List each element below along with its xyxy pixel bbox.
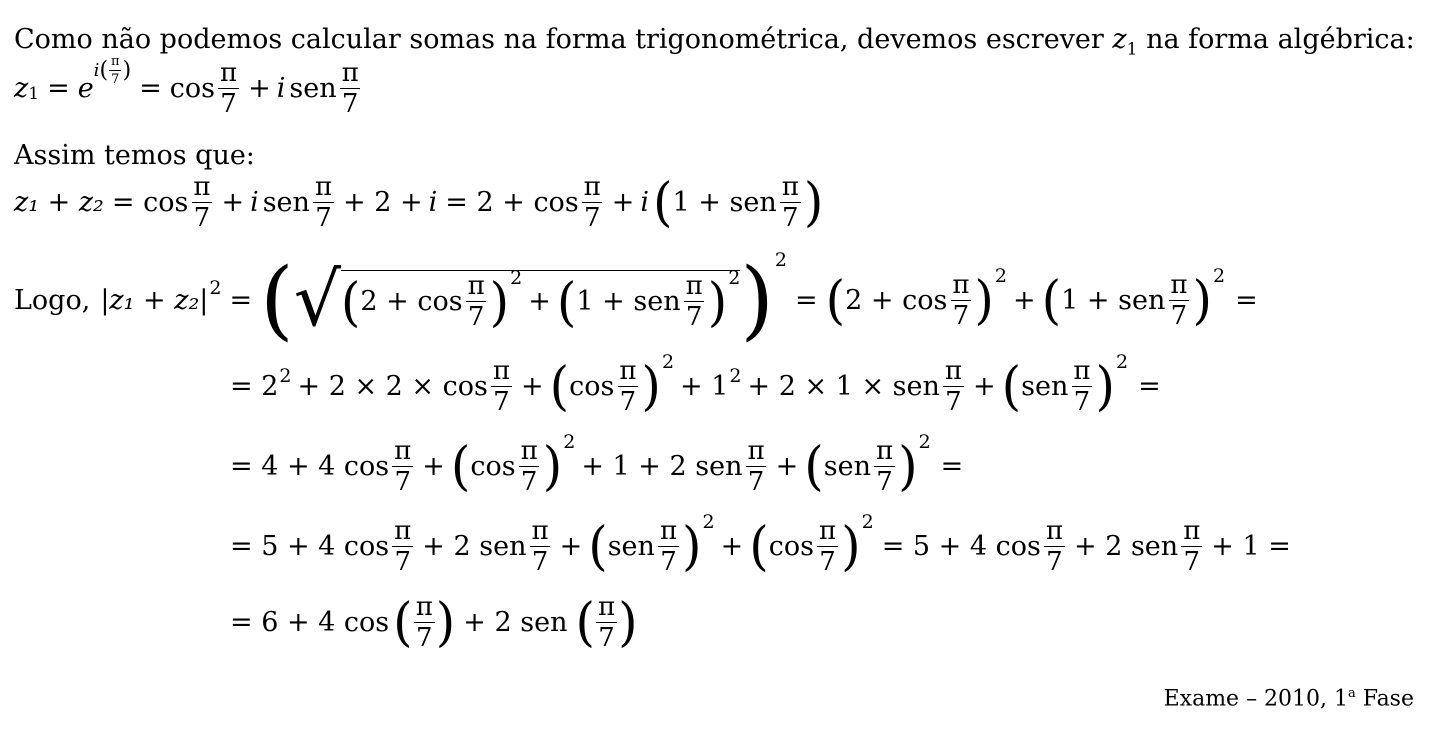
eq4-frac-4-num: π xyxy=(1073,355,1091,386)
eq1-cos: cos xyxy=(169,72,216,104)
eq5-frac-4 xyxy=(874,435,895,497)
eq6-p3: + xyxy=(559,530,583,562)
footer-text: Exame – 2010, 1 xyxy=(1163,686,1349,712)
eq4-sq-a: 2 xyxy=(279,365,292,387)
eq3-sq-2: 2 xyxy=(728,266,741,289)
eq3-frac-2-num: π xyxy=(685,271,703,301)
eq3-in2b: + xyxy=(1013,284,1036,316)
eq1-exp-frac-num: π xyxy=(111,53,120,69)
eq3-frac-4-num: π xyxy=(1170,269,1188,300)
eq1-lhs-sub: 1 xyxy=(28,84,40,104)
eq6-frac-1-num: π xyxy=(394,515,412,546)
eq6-p5: = 5 + 4 cos xyxy=(881,530,1041,562)
eq3-eq: = xyxy=(229,284,253,316)
eq3-frac-3 xyxy=(950,269,971,331)
eq6-frac-2 xyxy=(529,515,550,577)
eq1-frac-2 xyxy=(340,57,361,119)
eq4-frac-3-num: π xyxy=(944,355,962,386)
eq7-frac-1-num: π xyxy=(415,591,433,622)
eq3-in1: 2 + cos xyxy=(360,286,463,317)
eq6-p1: = 5 + 4 cos xyxy=(230,530,390,562)
eq5-p3: + 1 + 2 sen xyxy=(581,450,743,482)
eq4-sq-c: 2 xyxy=(729,365,742,387)
eq5-p2: + xyxy=(422,450,445,482)
eq4-p3: + xyxy=(520,370,544,402)
eq2-lhs: z₁ + z₂ xyxy=(14,186,104,218)
assim-line xyxy=(14,140,255,172)
eq5-frac-4-den: 7 xyxy=(876,466,893,497)
eq3-frac-3-den: 7 xyxy=(952,300,970,331)
eq1-i: i xyxy=(276,72,286,104)
assim-text: Assim temos que: xyxy=(14,140,255,171)
eq6-p2: + 2 sen xyxy=(422,530,527,562)
eq5-sq-a: 2 xyxy=(563,431,576,453)
eq5-frac-1-num: π xyxy=(394,435,412,466)
eq2-frac-4-num: π xyxy=(781,171,799,202)
eq6-frac-6 xyxy=(1181,515,1202,577)
footer-ord: a xyxy=(1348,686,1356,701)
eq3-outer-pow: 2 xyxy=(774,249,787,271)
eq3-abs-pow: 2 xyxy=(209,277,222,299)
eq4-frac-1-num: π xyxy=(492,355,510,386)
eq3-eq-2: = xyxy=(794,284,818,316)
equation-modulus: Logo, |z₁ + z₂| 2 = ( √ ( 2 + cos $\frac{\pi}{7}$ ) 2 + ( 1 + sen $\frac{\pi}{7}$ ) 2 ) 2 = ( 2 + cos $\frac{\pi}{7}$ ) 2 + ( 1 + sen $\frac{\pi}{7}$ ) 2 = xyxy=(14,249,1258,350)
eq4-p1: = 2 xyxy=(230,370,279,402)
eq6-frac-6-num: π xyxy=(1183,515,1201,546)
intro-text: Como não podemos calcular somas na forma trigonométrica, devemos escrever xyxy=(14,24,1104,55)
intro-sub: 1 xyxy=(1126,39,1138,60)
eq4-frac-3-den: 7 xyxy=(945,386,962,417)
eq2-frac-3-num: π xyxy=(583,171,601,202)
eq1-equals-2: = xyxy=(139,72,162,104)
eq3-frac-1-num: π xyxy=(467,271,485,301)
eq5-frac-3 xyxy=(746,435,767,497)
eq4-frac-2-den: 7 xyxy=(619,386,637,417)
eq1-exp-frac xyxy=(109,55,122,86)
eq1-frac-2-den: 7 xyxy=(341,88,359,119)
eq6-frac-4-num: π xyxy=(819,515,837,546)
eq3-frac-1 xyxy=(466,273,487,330)
eq5-frac-2-num: π xyxy=(520,435,538,466)
eq3-in3: 1 + sen xyxy=(576,286,681,317)
eq1-equals: = xyxy=(47,72,70,104)
eq2-mid4: = 2 + cos xyxy=(445,186,579,218)
eq7-frac-1 xyxy=(414,591,435,653)
equation-expand-3: = 5 + 4 cos $\frac{\pi}{7}$ + 2 sen $\frac{\pi}{7}$ + ( sen $\frac{\pi}{7}$ ) 2 + ( cos $\frac{\pi}{7}$ ) 2 = 5 + 4 cos $\frac{\pi}{7}$ + 2 sen $\frac{\pi}{7}$ + 1 = xyxy=(230,511,1291,577)
eq6-sq-a: 2 xyxy=(702,511,715,533)
eq6-sen: sen xyxy=(607,530,655,562)
eq3-sq-3: 2 xyxy=(994,265,1008,287)
eq1-plus: + xyxy=(248,72,271,104)
eq2-i-2: i xyxy=(428,186,438,218)
eq2-mid3: + 2 + xyxy=(343,186,423,218)
eq3-sq-1: 2 xyxy=(510,266,523,289)
eq4-sq-d: 2 xyxy=(1115,351,1129,373)
eq6-frac-5 xyxy=(1044,515,1065,577)
eq7-frac-1-den: 7 xyxy=(415,622,433,653)
eq4-frac-1 xyxy=(491,355,512,417)
eq3-end: = xyxy=(1235,284,1258,316)
eq5-frac-1 xyxy=(392,435,413,497)
eq4-frac-2 xyxy=(617,355,638,417)
eq1-base: e xyxy=(77,72,94,104)
eq6-frac-2-num: π xyxy=(531,515,549,546)
eq4-p4: + 1 xyxy=(680,370,729,402)
eq1-exp-frac-den: 7 xyxy=(111,71,120,87)
intro-text-end: na forma algébrica: xyxy=(1146,24,1415,55)
eq4-frac-1-den: 7 xyxy=(493,386,510,417)
eq5-sen: sen xyxy=(823,450,871,482)
eq5-p4: + xyxy=(775,450,799,482)
eq2-frac-2-den: 7 xyxy=(315,202,332,233)
eq6-cos: cos xyxy=(768,530,815,562)
eq7-frac-2-num: π xyxy=(598,591,616,622)
eq5-frac-1-den: 7 xyxy=(394,466,411,497)
eq5-end: = xyxy=(940,450,964,482)
eq6-frac-4-den: 7 xyxy=(819,546,836,577)
eq5-cos: cos xyxy=(470,450,516,482)
eq4-cos: cos xyxy=(569,370,615,402)
eq6-frac-3-num: π xyxy=(659,515,678,546)
eq4-p5: + 2 × 1 × sen xyxy=(747,370,940,402)
eq2-frac-2-num: π xyxy=(314,171,333,202)
eq6-frac-5-den: 7 xyxy=(1046,546,1063,577)
eq5-frac-2-den: 7 xyxy=(520,466,538,497)
eq4-end: = xyxy=(1138,370,1161,402)
eq1-frac-1-num: π xyxy=(220,57,238,88)
eq3-sqrt: √ ( 2 + cos $\frac{\pi}{7}$ ) 2 + ( 1 + sen $\frac{\pi}{7}$ ) 2 xyxy=(293,257,741,343)
eq6-sq-b: 2 xyxy=(861,511,874,533)
eq1-frac-1 xyxy=(218,57,239,119)
eq3-frac-2-den: 7 xyxy=(685,302,703,332)
intro-var: z xyxy=(1112,24,1127,55)
equation-z1 xyxy=(14,53,364,120)
eq2-mid5: + xyxy=(611,186,635,218)
eq6-frac-1 xyxy=(392,515,413,577)
eq1-exponent: i ( $\frac{\pi}{7}$ ) xyxy=(93,53,132,87)
eq6-frac-3-den: 7 xyxy=(660,546,677,577)
eq2-sen: sen xyxy=(262,186,310,218)
eq5-frac-4-num: π xyxy=(875,435,894,466)
eq1-frac-2-num: π xyxy=(341,57,359,88)
equation-final: = 6 + 4 cos ( $\frac{\pi}{7}$ ) + 2 sen ( $\frac{\pi}{7}$ ) xyxy=(230,591,638,653)
equation-sum: z₁ + z₂ = cos $\frac{\pi}{7}$ + i sen $\frac{\pi}{7}$ + 2 + i = 2 + cos $\frac{\pi}{7}$ + i ( 1 + sen $\frac{\pi}{7}$ ) xyxy=(14,171,824,233)
eq4-frac-3 xyxy=(943,355,964,417)
eq2-frac-4 xyxy=(780,171,801,233)
eq3-frac-2 xyxy=(684,273,705,330)
eq2-frac-1 xyxy=(191,171,212,233)
eq3-frac-4-den: 7 xyxy=(1170,300,1188,331)
eq6-frac-5-num: π xyxy=(1045,515,1063,546)
eq7-frac-2-den: 7 xyxy=(598,622,615,653)
eq3-frac-3-num: π xyxy=(952,269,970,300)
eq2-mid1: = cos xyxy=(111,186,189,218)
eq5-frac-3-num: π xyxy=(747,435,765,466)
eq3-frac-1-den: 7 xyxy=(467,302,485,332)
footer-fase: Fase xyxy=(1362,686,1414,712)
eq3-sq-4: 2 xyxy=(1212,265,1226,287)
eq2-frac-3 xyxy=(582,171,603,233)
eq2-frac-4-den: 7 xyxy=(782,202,799,233)
eq4-sq-b: 2 xyxy=(661,351,675,373)
eq4-p6: + xyxy=(972,370,996,402)
eq2-frac-1-den: 7 xyxy=(193,202,211,233)
eq4-frac-4-den: 7 xyxy=(1073,386,1091,417)
eq5-sq-b: 2 xyxy=(918,431,931,453)
eq3-logo: Logo, xyxy=(14,284,91,316)
eq2-frac-1-num: π xyxy=(193,171,211,202)
eq4-p2: + 2 × 2 × cos xyxy=(297,370,488,402)
eq6-p7: + 1 = xyxy=(1211,530,1291,562)
eq6-frac-2-den: 7 xyxy=(531,546,549,577)
eq6-p4: + xyxy=(720,530,744,562)
equation-expand-2: = 4 + 4 cos $\frac{\pi}{7}$ + ( cos $\frac{\pi}{7}$ ) 2 + 1 + 2 sen $\frac{\pi}{7}$ + ( sen $\frac{\pi}{7}$ ) 2 = xyxy=(230,431,964,497)
eq2-mid6: 1 + sen xyxy=(672,186,777,218)
eq2-frac-2 xyxy=(313,171,334,233)
eq3-frac-4 xyxy=(1168,269,1189,331)
eq4-sen: sen xyxy=(1021,370,1069,402)
eq7-p2: + 2 sen xyxy=(463,606,568,638)
eq2-mid2: + xyxy=(221,186,245,218)
eq1-lhs: z xyxy=(14,72,29,104)
eq6-frac-4 xyxy=(817,515,838,577)
eq5-p1: = 4 + 4 cos xyxy=(230,450,390,482)
eq6-p6: + 2 sen xyxy=(1073,530,1179,562)
eq2-i-3: i xyxy=(640,186,650,218)
eq5-frac-2 xyxy=(519,435,540,497)
equation-expand-1: = 2 2 + 2 × 2 × cos $\frac{\pi}{7}$ + ( cos $\frac{\pi}{7}$ ) 2 + 1 2 + 2 × 1 × sen $\frac{\pi}{7}$ + ( sen $\frac{\pi}{7}$ ) 2 = xyxy=(230,351,1161,417)
eq4-frac-4 xyxy=(1071,355,1092,417)
eq3-in1b: 2 + cos xyxy=(845,284,948,316)
eq3-in3b: 1 + sen xyxy=(1061,284,1166,316)
eq6-frac-3 xyxy=(658,515,679,577)
eq3-abs: |z₁ + z₂| xyxy=(100,284,209,316)
eq6-frac-6-den: 7 xyxy=(1183,546,1200,577)
eq4-frac-2-num: π xyxy=(619,355,637,386)
eq6-frac-1-den: 7 xyxy=(394,546,411,577)
eq7-p1: = 6 + 4 cos xyxy=(230,606,390,638)
eq7-frac-2 xyxy=(596,591,617,653)
eq1-frac-1-den: 7 xyxy=(220,88,237,119)
eq1-sen: sen xyxy=(289,72,337,104)
eq1-exp-i: i xyxy=(93,59,100,81)
eq3-in2: + xyxy=(528,286,551,317)
eq2-frac-3-den: 7 xyxy=(583,202,601,233)
exam-reference xyxy=(1164,686,1414,711)
eq5-frac-3-den: 7 xyxy=(747,466,765,497)
eq2-i: i xyxy=(250,186,259,218)
